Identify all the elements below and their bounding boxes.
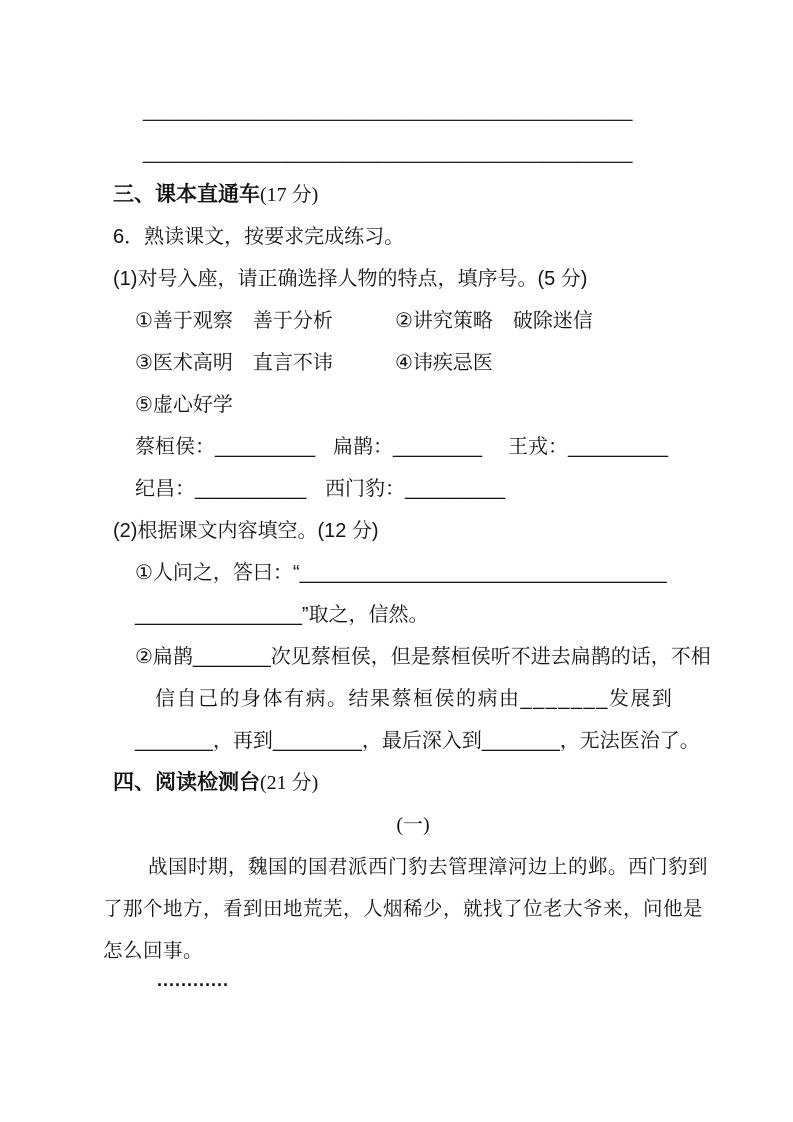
option-row-1 <box>135 300 793 342</box>
answer-blank-line-1: ____________________________________________ <box>143 100 633 122</box>
section-4-heading <box>113 762 793 804</box>
section-3-heading <box>113 174 793 216</box>
option-2: ②讲究策略 破除迷信 <box>395 310 593 332</box>
question-6-stem: 6．熟读课文，按要求完成练习。 <box>113 226 405 248</box>
passage-number: (一) <box>396 814 430 836</box>
blank-ximenbao: 西门豹：_________ <box>325 478 506 500</box>
option-4: ④讳疾忌医 <box>395 352 493 374</box>
fill-item-2-line-3: _______，再到________，最后深入到_______，无法医治了。 <box>135 730 700 752</box>
fill-item-1-line-1: ①人问之，答曰：“_________________________________ <box>135 562 667 584</box>
answer-blank-line-2: ____________________________________________ <box>143 142 633 164</box>
passage-line-2: 了那个地方，看到田地荒芜，人烟稀少，就找了位老大爷来，问他是 <box>103 897 704 920</box>
section-3-title: 三、课本直通车 <box>113 183 260 206</box>
passage-line-1: 战国时期，魏国的国君派西门豹去管理漳河边上的邺。西门豹到 <box>148 855 709 878</box>
question-6-part2-stem: (2)根据课文内容填空。(12 分) <box>113 520 379 542</box>
section-4-title: 四、阅读检测台 <box>113 771 260 794</box>
blank-bianque: 扁鹊：________ <box>333 436 482 458</box>
option-5: ⑤虚心好学 <box>135 394 233 416</box>
option-3: ③医术高明 直言不讳 <box>135 352 333 374</box>
fill-item-1-line-2: _______________”取之，信然。 <box>135 604 429 626</box>
name-blank-row-1 <box>135 426 793 468</box>
passage-line-3: 怎么回事。 <box>103 939 204 962</box>
option-row-2 <box>135 342 793 384</box>
name-blank-row-2 <box>135 468 793 510</box>
option-row-3 <box>135 384 793 426</box>
blank-wangrong: 王戎：_________ <box>508 436 669 458</box>
fill-item-2-line-1: ②扁鹊_______次见蔡桓侯，但是蔡桓侯听不进去扁鹊的话，不相 <box>135 646 711 668</box>
fill-item-2-line-2: 信自己的身体有病。结果蔡桓侯的病由_______发展到 <box>155 688 674 710</box>
passage-ellipsis: ............ <box>157 970 230 990</box>
section-3-score: (17 分) <box>260 184 319 206</box>
blank-caihuanhou: 蔡桓侯：_________ <box>135 436 316 458</box>
section-4-score: (21 分) <box>260 772 319 794</box>
option-1: ①善于观察 善于分析 <box>135 310 333 332</box>
blank-jichang: 纪昌：__________ <box>135 478 307 500</box>
question-6-part1-stem: (1)对号入座，请正确选择人物的特点，填序号。(5 分) <box>113 268 588 290</box>
